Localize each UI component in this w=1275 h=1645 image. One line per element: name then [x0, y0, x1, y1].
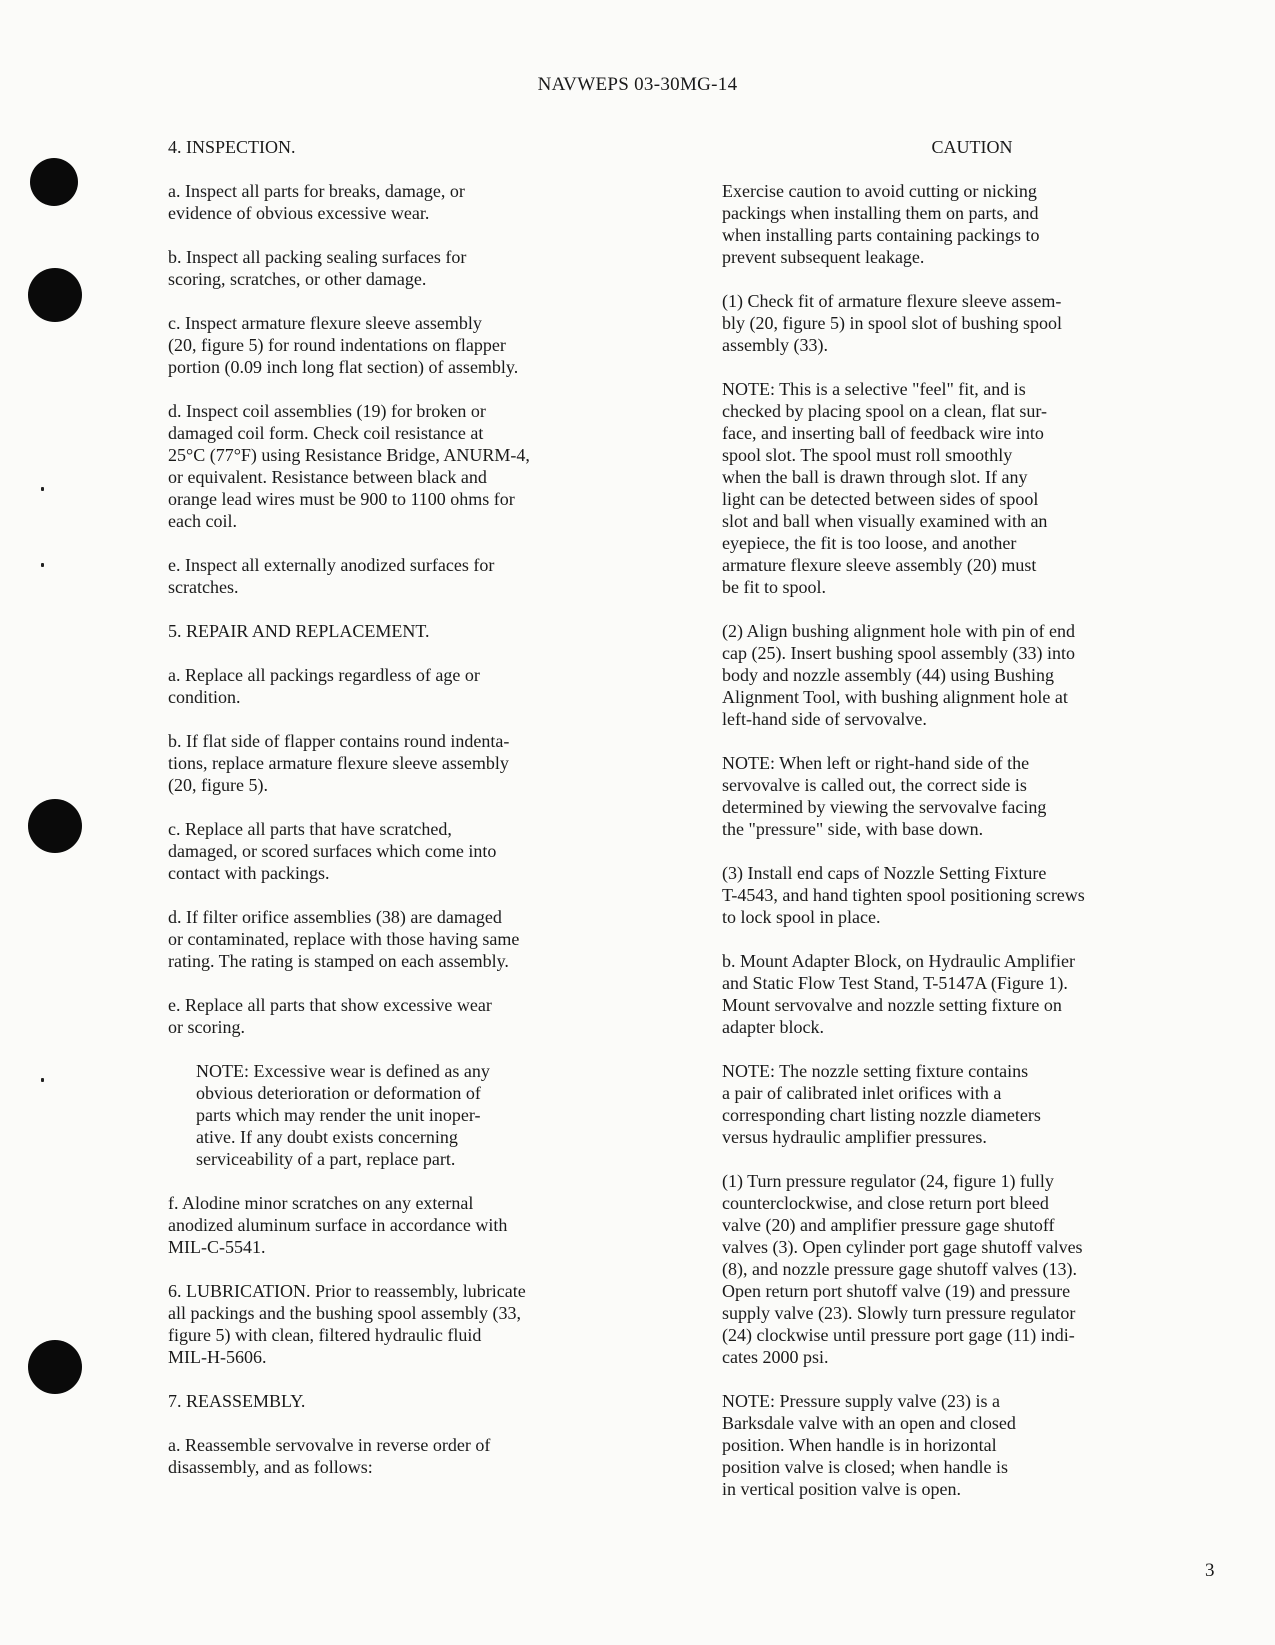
left-paragraph: a. Inspect all parts for breaks, damage, or evidence of obvious excessive wear.: [168, 181, 465, 223]
left-paragraph: d. If filter orifice assemblies (38) are damaged or contaminated, replace with those having same rating. The rating is stamped on each assembly.: [168, 907, 520, 971]
speck: [41, 563, 44, 567]
right-column: [722, 136, 1222, 1522]
left-paragraph: 6. LUBRICATION. Prior to reassembly, lubricate all packings and the bushing spool assembly (33, figure 5) with clean, filtered hydraulic fluid MIL-H-5606.: [168, 1281, 526, 1367]
left-paragraph: NOTE: Excessive wear is defined as any obvious deterioration or deformation of parts which may render the unit inoper- ative. If any doubt exists concerning serviceability of a part, replace part.: [196, 1061, 490, 1169]
right-paragraph: (2) Align bushing alignment hole with pin of end cap (25). Insert bushing spool assembly (33) into body and nozzle assembly (44) using Bushing Alignment Tool, with bushing alignment hole at left-hand side of servovalve.: [722, 621, 1075, 729]
right-paragraph: (1) Check fit of armature flexure sleeve assem- bly (20, figure 5) in spool slot of bushing spool assembly (33).: [722, 291, 1062, 355]
left-paragraph: a. Replace all packings regardless of age or condition.: [168, 665, 480, 707]
left-paragraph: d. Inspect coil assemblies (19) for broken or damaged coil form. Check coil resistance at 25°C (77°F) using Resistance Bridge, ANURM-4, or equivalent. Resistance between black and orange lead wires must be 900 to 1100 ohms for each coil.: [168, 401, 530, 531]
right-paragraph: (3) Install end caps of Nozzle Setting Fixture T-4543, and hand tighten spool positioning screws to lock spool in place.: [722, 863, 1085, 927]
right-paragraph: NOTE: The nozzle setting fixture contains a pair of calibrated inlet orifices with a corresponding chart listing nozzle diameters versus hydraulic amplifier pressures.: [722, 1061, 1041, 1147]
right-paragraph: NOTE: Pressure supply valve (23) is a Barksdale valve with an open and closed position. When handle is in horizontal position valve is closed; when handle is in vertical position valve is open.: [722, 1391, 1016, 1499]
right-paragraph: Exercise caution to avoid cutting or nicking packings when installing them on parts, and when installing parts containing packings to prevent subsequent leakage.: [722, 181, 1040, 267]
page-number: 3: [1205, 1560, 1215, 1581]
right-paragraph: (1) Turn pressure regulator (24, figure 1) fully counterclockwise, and close return port bleed valve (20) and amplifier pressure gage shutoff valves (3). Open cylinder port gage shutoff valves (8), and nozzle pressure gage shutoff valves (13). Open return port shutoff valve (19) and pressure supply valve (23). Slowly turn pressure regulator (24) clockwise until pressure port gage (11) indi- cates 2000 psi.: [722, 1171, 1083, 1367]
page-header: NAVWEPS 03-30MG-14: [537, 74, 738, 95]
left-paragraph: e. Inspect all externally anodized surfaces for scratches.: [168, 555, 495, 597]
left-paragraph: f. Alodine minor scratches on any external anodized aluminum surface in accordance with MIL-C-5541.: [168, 1193, 508, 1257]
left-paragraph: c. Inspect armature flexure sleeve assembly (20, figure 5) for round indentations on flapper portion (0.09 inch long flat section) of assembly.: [168, 313, 519, 377]
punch-hole: [28, 799, 82, 853]
left-paragraph: c. Replace all parts that have scratched, damaged, or scored surfaces which come into contact with packings.: [168, 819, 497, 883]
left-paragraph: b. If flat side of flapper contains round indenta- tions, replace armature flexure sleeve assembly (20, figure 5).: [168, 731, 510, 795]
left-paragraph: 4. INSPECTION.: [168, 137, 296, 157]
right-paragraph: NOTE: When left or right-hand side of the servovalve is called out, the correct side is determined by viewing the servovalve facing the "pressure" side, with base down.: [722, 753, 1047, 839]
right-paragraph: CAUTION: [931, 137, 1013, 157]
left-paragraph: 5. REPAIR AND REPLACEMENT.: [168, 621, 430, 641]
punch-hole: [30, 158, 78, 206]
right-paragraph: NOTE: This is a selective "feel" fit, and is checked by placing spool on a clean, flat sur- face, and inserting ball of feedback wire into spool slot. The spool must roll smoothly when the ball is drawn through slot. If any light can be detected between sides of spool slot and ball when visually examined with an eyepiece, the fit is too loose, and another armature flexure sleeve assembly (20) must be fit to spool.: [722, 379, 1048, 597]
left-paragraph: a. Reassemble servovalve in reverse order of disassembly, and as follows:: [168, 1435, 491, 1477]
left-paragraph: 7. REASSEMBLY.: [168, 1391, 306, 1411]
right-paragraph: b. Mount Adapter Block, on Hydraulic Amplifier and Static Flow Test Stand, T-5147A (Figure 1). Mount servovalve and nozzle setting fixture on adapter block.: [722, 951, 1075, 1037]
left-column: [168, 136, 670, 1500]
left-paragraph: b. Inspect all packing sealing surfaces for scoring, scratches, or other damage.: [168, 247, 467, 289]
punch-hole: [28, 1340, 82, 1394]
speck: [41, 1078, 44, 1082]
speck: [41, 487, 44, 491]
left-paragraph: e. Replace all parts that show excessive wear or scoring.: [168, 995, 492, 1037]
punch-hole: [28, 268, 82, 322]
